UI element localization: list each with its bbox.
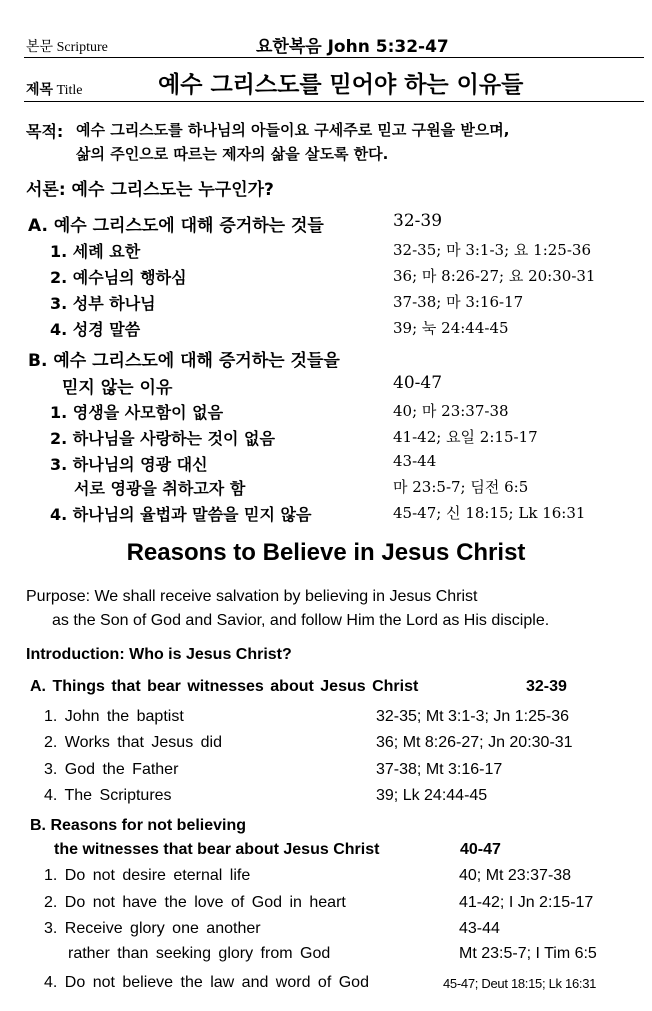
- ko-a-item-label: 3. 성부 하나님: [50, 294, 156, 313]
- ko-section-b-heading-line1: B. 예수 그리스도에 대해 증거하는 것들을: [28, 351, 340, 371]
- en-b-item-ref: 40; Mt 23:37-38: [459, 867, 572, 884]
- en-section-a-heading: A. Things that bear witnesses about Jesus Christ: [30, 678, 419, 695]
- en-a-item-ref: 37-38; Mt 3:16-17: [376, 761, 503, 778]
- page-title: 예수 그리스도를 믿어야 하는 이유들: [158, 72, 524, 98]
- en-b-item-ref: 41-42; I Jn 2:15-17: [459, 894, 594, 911]
- en-section-a-range: 32-39: [526, 678, 567, 695]
- ko-purpose-line1: 예수 그리스도를 하나님의 아들이요 구세주로 믿고 구원을 받으며,: [76, 121, 510, 139]
- en-section-b-range: 40-47: [460, 841, 501, 858]
- ko-b-item-ref: 40; 마 23:37-38: [393, 402, 509, 420]
- en-a-item-label: 1. John the baptist: [44, 708, 184, 725]
- scripture-reference: 요한복음 John 5:32-47: [256, 37, 449, 57]
- ko-b-item-ref: 마 23:5-7; 딤전 6:5: [393, 478, 529, 496]
- en-section-b-heading-line1: B. Reasons for not believing: [30, 817, 247, 834]
- ko-b-item-label: 1. 영생을 사모함이 없음: [50, 403, 224, 422]
- en-b-item-label-continued: rather than seeking glory from God: [68, 945, 331, 962]
- ko-section-b-range: 40-47: [393, 373, 443, 393]
- ko-b-item-ref: 43-44: [393, 452, 437, 470]
- ko-a-item-ref: 39; 눅 24:44-45: [393, 319, 509, 337]
- en-a-item-ref: 32-35; Mt 3:1-3; Jn 1:25-36: [376, 708, 569, 725]
- ko-a-item-label: 2. 예수님의 행하심: [50, 268, 187, 287]
- ko-b-item-label: 3. 하나님의 영광 대신: [50, 455, 208, 474]
- en-a-item-label: 2. Works that Jesus did: [44, 734, 222, 751]
- ko-section-a-range: 32-39: [393, 211, 443, 231]
- ko-b-item-label: 4. 하나님의 율법과 말씀을 믿지 않음: [50, 505, 312, 524]
- en-b-item-label: 1. Do not desire eternal life: [44, 867, 251, 884]
- header-divider-bottom: [24, 101, 644, 102]
- ko-purpose-line2: 삶의 주인으로 따르는 제자의 삶을 살도록 한다.: [76, 145, 389, 163]
- en-a-item-ref: 39; Lk 24:44-45: [376, 787, 488, 804]
- title-label-en: Title: [56, 83, 83, 98]
- ko-b-item-label-continued: 서로 영광을 취하고자 함: [74, 479, 246, 498]
- scripture-label: [26, 36, 108, 56]
- ko-a-item-ref: 37-38; 마 3:16-17: [393, 293, 524, 311]
- ko-section-b-heading-line2: 믿지 않는 이유: [62, 378, 173, 398]
- ko-intro: 서론: 예수 그리스도는 누구인가?: [26, 180, 274, 200]
- english-title: Reasons to Believe in Jesus Christ: [126, 539, 526, 566]
- en-purpose-line1: Purpose: We shall receive salvation by believing in Jesus Christ: [26, 588, 478, 605]
- ko-a-item-label: 4. 성경 말씀: [50, 320, 141, 339]
- en-b-item-ref: 45-47; Deut 18:15; Lk 16:31: [443, 976, 597, 991]
- title-label-ko: 제목: [26, 82, 54, 98]
- en-b-item-label: 3. Receive glory one another: [44, 920, 261, 937]
- header-divider-top: [24, 57, 644, 58]
- title-label: [26, 79, 83, 99]
- en-b-item-label: 2. Do not have the love of God in heart: [44, 894, 346, 911]
- en-a-item-ref: 36; Mt 8:26-27; Jn 20:30-31: [376, 734, 573, 751]
- en-a-item-label: 4. The Scriptures: [44, 787, 172, 804]
- ko-b-item-ref: 45-47; 신 18:15; Lk 16:31: [393, 504, 586, 522]
- ko-section-a-heading: A. 예수 그리스도에 대해 증거하는 것들: [28, 216, 324, 236]
- en-purpose-line2: as the Son of God and Savior, and follow Him the Lord as His disciple.: [52, 612, 550, 629]
- en-a-item-label: 3. God the Father: [44, 761, 179, 778]
- ko-a-item-label: 1. 세례 요한: [50, 242, 141, 261]
- ko-a-item-ref: 36; 마 8:26-27; 요 20:30-31: [393, 267, 596, 285]
- ko-a-item-ref: 32-35; 마 3:1-3; 요 1:25-36: [393, 241, 591, 259]
- scripture-label-ko: 본문: [26, 39, 54, 55]
- ko-purpose-label: 목적:: [26, 122, 64, 141]
- en-section-b-heading-line2: the witnesses that bear about Jesus Christ: [54, 841, 380, 858]
- scripture-label-en: Scripture: [56, 40, 108, 55]
- en-b-item-ref: Mt 23:5-7; I Tim 6:5: [459, 945, 597, 962]
- en-b-item-label: 4. Do not believe the law and word of God: [44, 974, 369, 991]
- ko-b-item-ref: 41-42; 요일 2:15-17: [393, 428, 538, 446]
- ko-b-item-label: 2. 하나님을 사랑하는 것이 없음: [50, 429, 275, 448]
- en-intro: Introduction: Who is Jesus Christ?: [26, 646, 292, 663]
- en-b-item-ref: 43-44: [459, 920, 500, 937]
